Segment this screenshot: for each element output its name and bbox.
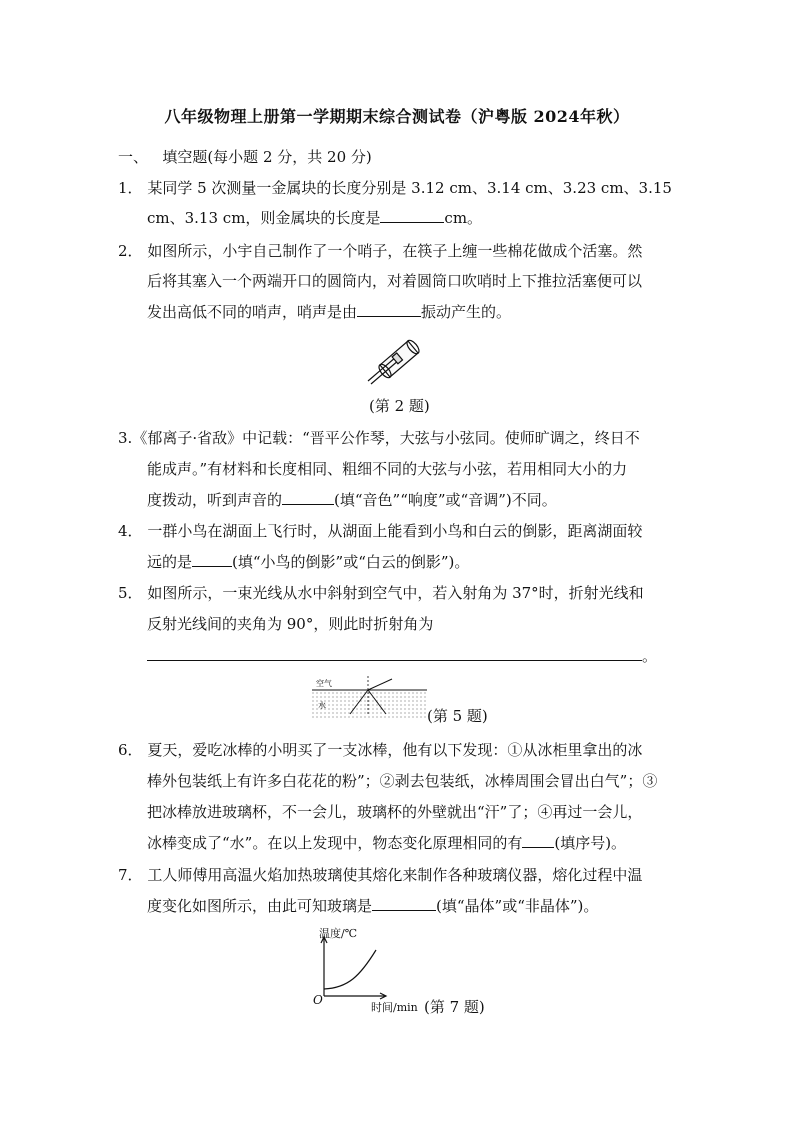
graph-origin: O [313, 993, 323, 1007]
q2-number: 2． [118, 242, 143, 260]
q5-line3: 。 [147, 645, 657, 666]
q3-line2: 能成声。”有材料和长度相同、粗细不同的大弦与小弦，若用相同大小的力 [147, 460, 628, 478]
q2-line1: 2． 如图所示，小宇自己制作了一个哨子，在筷子上缠一些棉花做成个活塞。然 [118, 242, 643, 260]
q3-line3: 度拨动，听到声音的 (填“音色”“响度”或“音调”)不同。 [147, 491, 557, 509]
q3-answer-blank[interactable] [282, 490, 334, 505]
q7-answer-blank[interactable] [372, 896, 436, 911]
q6-answer-blank[interactable] [522, 833, 554, 848]
q4-line1: 4． 一群小鸟在湖面上飞行时，从湖面上能看到小鸟和白云的倒影，距离湖面较 [118, 522, 643, 540]
q1-line1: 1． 某同学 5 次测量一金属块的长度分别是 3.12 cm、3.14 cm、3.23 cm、3.15 [118, 179, 672, 197]
q2-answer-blank[interactable] [357, 302, 421, 317]
glass-melting-graph [318, 936, 388, 998]
q2-caption: (第 2 题) [369, 397, 430, 415]
q2-line3: 发出高低不同的哨声，哨声是由 振动产生的。 [147, 303, 512, 321]
q4-number: 4． [118, 522, 143, 540]
q7-line2: 度变化如图所示，由此可知玻璃是 (填“晶体”或“非晶体”)。 [147, 897, 599, 915]
q1-line2: cm、3.13 cm，则金属块的长度是 cm。 [147, 209, 483, 227]
q5-line1: 5． 如图所示，一束光线从水中斜射到空气中，若入射角为 37°时，折射光线和 [118, 584, 644, 602]
q4-line2: 远的是 (填“小鸟的倒影”或“白云的倒影”)。 [147, 553, 470, 571]
whistle-figure [362, 327, 432, 385]
q2-line2: 后将其塞入一个两端开口的圆筒内，对着圆筒口吹哨时上下推拉活塞便可以 [147, 272, 643, 290]
section-heading [118, 146, 372, 167]
q6-number: 6． [118, 741, 143, 759]
q7-line1: 7． 工人师傅用高温火焰加热玻璃使其熔化来制作各种玻璃仪器，熔化过程中温 [118, 866, 643, 884]
q5-line2: 反射光线间的夹角为 90°，则此时折射角为 [147, 615, 434, 633]
air-label: 空气 [316, 679, 332, 688]
graph-ylabel: 温度/℃ [319, 927, 358, 940]
q3-number: 3. [118, 429, 133, 447]
q7-number: 7． [118, 866, 143, 884]
water-label: 水 [318, 701, 326, 710]
q5-number: 5． [118, 584, 143, 602]
q1-number: 1． [118, 179, 143, 197]
q1-answer-blank[interactable] [380, 208, 444, 223]
section-title: 填空题(每小题 2 分，共 20 分) [162, 148, 372, 166]
q4-answer-blank[interactable] [192, 552, 232, 567]
q3-line1: 3.《郁离子·省敌》中记载：“晋平公作琴，大弦与小弦同。使师旷调之，终日不 [118, 429, 640, 447]
q7-caption: (第 7 题) [424, 998, 485, 1016]
exam-title: 八年级物理上册第一学期期末综合测试卷（沪粤版 2024年秋） [164, 107, 630, 126]
q6-line4: 冰棒变成了“水”。在以上发现中，物态变化原理相同的有 (填序号)。 [147, 834, 627, 852]
q5-caption: (第 5 题) [427, 707, 488, 725]
graph-xlabel: 时间/min [371, 1001, 418, 1014]
q6-line2: 棒外包装纸上有许多白花花的粉”；②剥去包装纸，冰棒周围会冒出白气”；③ [147, 772, 658, 790]
section-number: 一、 [118, 148, 149, 166]
q6-line3: 把冰棒放进玻璃杯，不一会儿，玻璃杯的外壁就出“汗”了；④再过一会儿， [147, 803, 643, 821]
q5-answer-blank[interactable] [147, 646, 642, 661]
q6-line1: 6． 夏天，爱吃冰棒的小明买了一支冰棒，他有以下发现：①从冰柜里拿出的冰 [118, 741, 643, 759]
